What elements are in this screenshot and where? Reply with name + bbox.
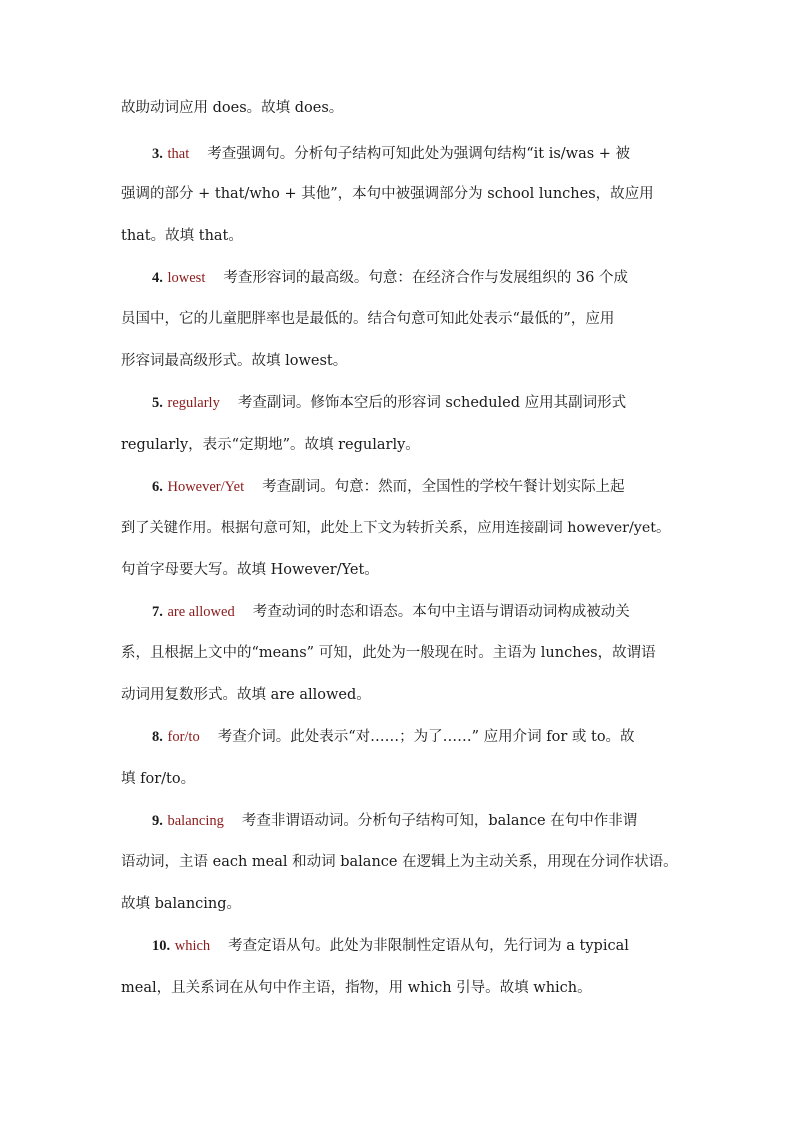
line-text: 动词用复数形式。故填 are allowed。 bbox=[121, 687, 371, 703]
item-number: 7. bbox=[152, 604, 163, 620]
line-text: 强调的部分 + that/who + 其他”，本句中被强调部分为 school lunches，故应用 bbox=[121, 186, 654, 202]
item-answer: lowest bbox=[167, 270, 206, 286]
text-line bbox=[121, 769, 677, 789]
item-answer: which bbox=[174, 938, 211, 954]
line-text: 考查形容词的最高级。句意：在经济合作与发展组织的 36 个成 bbox=[223, 270, 629, 286]
item-number: 10. bbox=[152, 938, 171, 954]
line-text: 考查介词。此处表示“对……；为了……” 应用介词 for 或 to。故 bbox=[217, 729, 635, 745]
line-text: 考查强调句。分析句子结构可知此处为强调句结构“it is/was + 被 bbox=[207, 146, 631, 162]
answer-item-3 bbox=[152, 144, 677, 164]
answer-item-7 bbox=[152, 602, 677, 622]
answer-item-4 bbox=[152, 268, 677, 288]
text-line bbox=[121, 309, 677, 329]
line-text: 故填 balancing。 bbox=[121, 896, 242, 912]
text-line bbox=[121, 852, 677, 872]
line-text: 语动词，主语 each meal 和动词 balance 在逻辑上为主动关系，用现在分词作状语。 bbox=[121, 854, 678, 870]
answer-item-10 bbox=[152, 936, 677, 956]
item-answer: balancing bbox=[167, 813, 224, 829]
answer-item-9 bbox=[152, 811, 677, 831]
answer-item-8 bbox=[152, 727, 677, 747]
text-line bbox=[121, 685, 677, 705]
line-text: that。故填 that。 bbox=[121, 228, 243, 244]
text-line bbox=[121, 226, 677, 246]
line-text: 形容词最高级形式。故填 lowest。 bbox=[121, 353, 348, 369]
line-text: 填 for/to。 bbox=[121, 771, 196, 787]
text-line bbox=[121, 98, 677, 118]
line-text: 考查动词的时态和语态。本句中主语与谓语动词构成被动关 bbox=[252, 604, 630, 620]
answer-item-6 bbox=[152, 477, 677, 497]
line-text: 故助动词应用 does。故填 does。 bbox=[121, 100, 344, 116]
line-text: 到了关键作用。根据句意可知，此处上下文为转折关系，应用连接副词 however/yet。 bbox=[121, 520, 671, 536]
item-answer: that bbox=[167, 146, 190, 162]
item-number: 6. bbox=[152, 479, 163, 495]
item-answer: However/Yet bbox=[167, 479, 245, 495]
item-answer: regularly bbox=[167, 395, 220, 411]
text-line bbox=[121, 560, 677, 580]
text-line bbox=[121, 351, 677, 371]
item-number: 5. bbox=[152, 395, 163, 411]
line-text: regularly，表示“定期地”。故填 regularly。 bbox=[121, 437, 420, 453]
item-number: 9. bbox=[152, 813, 163, 829]
answer-item-5 bbox=[152, 393, 677, 413]
line-text: 考查副词。句意：然而，全国性的学校午餐计划实际上起 bbox=[262, 479, 625, 495]
line-text: meal，且关系词在从句中作主语，指物，用 which 引导。故填 which。 bbox=[121, 980, 592, 996]
line-text: 系，且根据上文中的“means” 可知，此处为一般现在时。主语为 lunches，故谓语 bbox=[121, 645, 656, 661]
line-text: 考查非谓语动词。分析句子结构可知，balance 在句中作非谓 bbox=[241, 813, 638, 829]
line-text: 句首字母要大写。故填 However/Yet。 bbox=[121, 562, 379, 578]
item-answer: for/to bbox=[167, 729, 200, 745]
line-text: 员国中，它的儿童肥胖率也是最低的。结合句意可知此处表示“最低的”，应用 bbox=[121, 311, 615, 327]
text-line bbox=[121, 894, 677, 914]
item-answer: are allowed bbox=[167, 604, 235, 620]
text-line bbox=[121, 184, 677, 204]
text-line bbox=[121, 978, 677, 998]
item-number: 4. bbox=[152, 270, 163, 286]
text-line bbox=[121, 643, 677, 663]
item-number: 3. bbox=[152, 146, 163, 162]
item-number: 8. bbox=[152, 729, 163, 745]
text-line bbox=[121, 435, 677, 455]
line-text: 考查定语从句。此处为非限制性定语从句，先行词为 a typical bbox=[228, 938, 629, 954]
line-text: 考查副词。修饰本空后的形容词 scheduled 应用其副词形式 bbox=[237, 395, 627, 411]
text-line bbox=[121, 518, 677, 538]
